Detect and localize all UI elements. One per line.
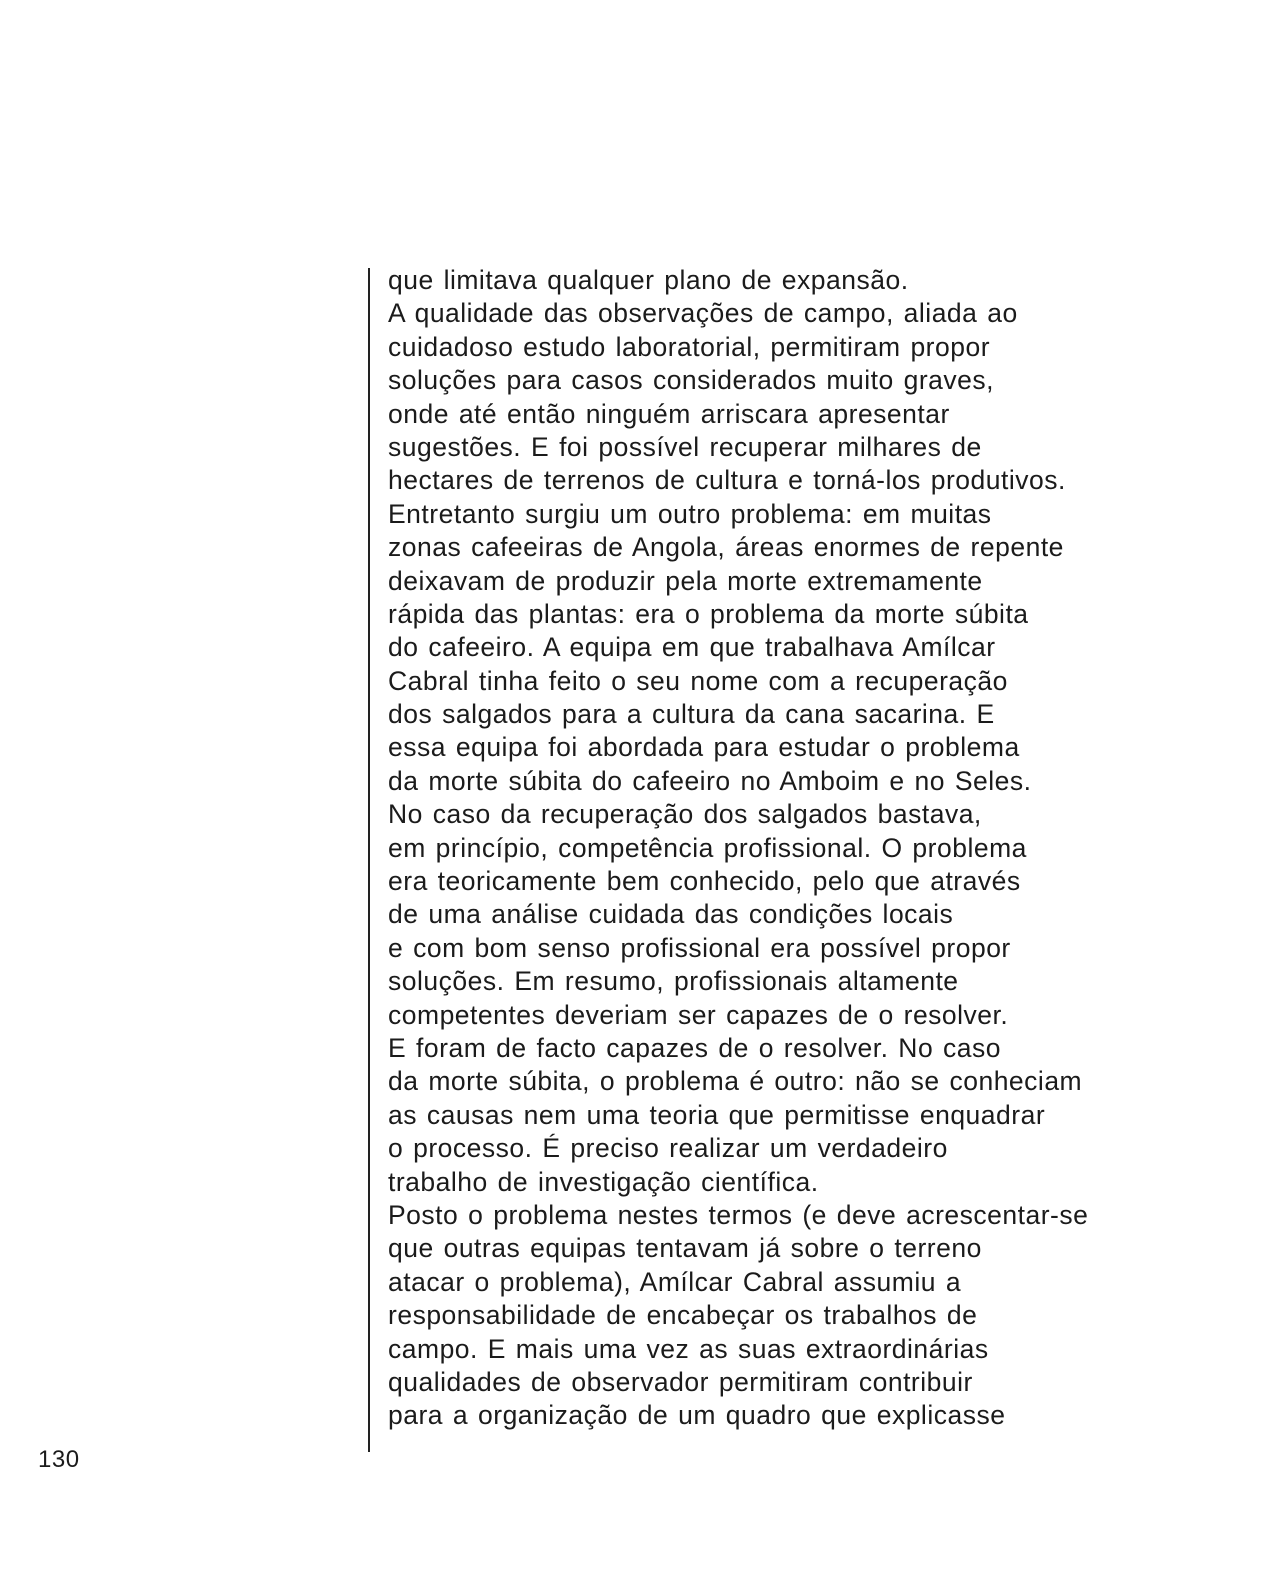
text-line: que limitava qualquer plano de expansão.: [388, 265, 909, 295]
text-line: Entretanto surgiu um outro problema: em muitas: [388, 498, 992, 529]
text-line: da morte súbita, o problema é outro: não se conheciam: [388, 1066, 1083, 1097]
text-line: deixavam de produzir pela morte extremamente: [388, 565, 983, 596]
text-line: em princípio, competência profissional. O problema: [388, 832, 1027, 863]
text-line: essa equipa foi abordada para estudar o problema: [388, 732, 1020, 763]
text-line: A qualidade das observações de campo, aliada ao: [388, 298, 1018, 329]
text-line: as causas nem uma teoria que permitisse enquadrar: [388, 1099, 1046, 1130]
text-line: qualidades de observador permitiram contribuir: [388, 1366, 973, 1397]
text-line: atacar o problema), Amílcar Cabral assumiu a: [388, 1266, 962, 1297]
text-line: da morte súbita do cafeeiro no Amboim e no Seles.: [388, 765, 1032, 796]
text-line: sugestões. E foi possível recuperar milhares de: [388, 431, 982, 462]
text-line: cuidadoso estudo laboratorial, permitiram propor: [388, 331, 991, 362]
text-line: do cafeeiro. A equipa em que trabalhava Amílcar: [388, 632, 996, 663]
text-line: de uma análise cuidada das condições locais: [388, 899, 954, 930]
text-line: soluções para casos considerados muito graves,: [388, 365, 994, 396]
text-line: soluções. Em resumo, profissionais altamente: [388, 966, 959, 997]
text-line: rápida das plantas: era o problema da morte súbita: [388, 598, 1029, 629]
text-line: No caso da recuperação dos salgados bastava,: [388, 799, 982, 830]
text-line: onde até então ninguém arriscara apresentar: [388, 398, 950, 429]
text-line: trabalho de investigação científica.: [388, 1166, 819, 1197]
body-text: [388, 264, 1238, 1433]
text-line: Cabral tinha feito o seu nome com a recuperação: [388, 665, 1008, 696]
page-number: 130: [38, 1446, 80, 1473]
text-line: para a organização de um quadro que explicasse: [388, 1400, 1006, 1431]
text-line: e com bom senso profissional era possível propor: [388, 932, 1011, 963]
text-line: responsabilidade de encabeçar os trabalhos de: [388, 1300, 978, 1331]
text-line: era teoricamente bem conhecido, pelo que através: [388, 866, 1021, 897]
text-line: o processo. É preciso realizar um verdadeiro: [388, 1133, 948, 1164]
text-line: zonas cafeeiras de Angola, áreas enormes de repente: [388, 532, 1064, 563]
margin-rule: [368, 268, 370, 1452]
text-line: campo. E mais uma vez as suas extraordinárias: [388, 1333, 989, 1364]
text-line: E foram de facto capazes de o resolver. No caso: [388, 1032, 1002, 1063]
text-line: dos salgados para a cultura da cana sacarina. E: [388, 699, 995, 730]
text-line: competentes deveriam ser capazes de o resolver.: [388, 999, 1009, 1030]
text-line: hectares de terrenos de cultura e torná-los produtivos.: [388, 465, 1066, 496]
text-line: Posto o problema nestes termos (e deve acrescentar-se: [388, 1199, 1089, 1230]
text-line: que outras equipas tentavam já sobre o terreno: [388, 1233, 982, 1264]
